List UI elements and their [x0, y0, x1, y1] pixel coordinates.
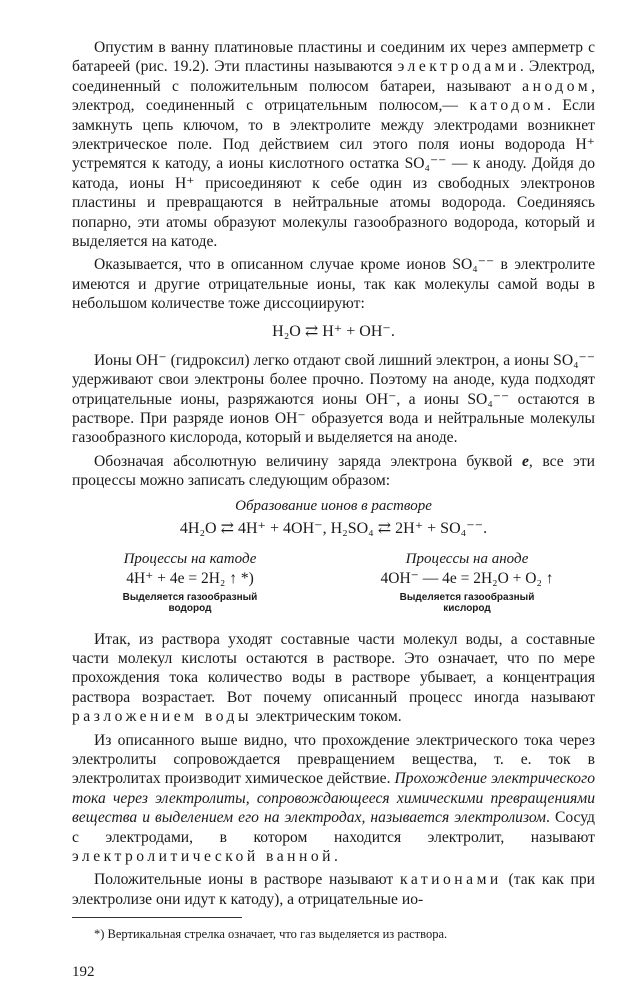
term-anode: анодом — [522, 77, 592, 95]
term-electrodes: электродами — [397, 58, 520, 76]
text-span: , все эти процессы можно записать следующим образом: — [72, 452, 595, 490]
cathode-formula: 4H⁺ + 4e = 2H₂ ↑ *) — [126, 569, 254, 587]
anode-note — [349, 592, 585, 614]
note-line: водород — [168, 602, 212, 614]
paragraph-electrolysis — [72, 731, 595, 867]
term-electrolytic-bath: электролитической ванной — [72, 848, 334, 865]
anode-formula: 4OH⁻ — 4e = 2H₂O + O₂ ↑ — [380, 569, 554, 587]
text-span: Из описанного выше видно, что прохождение электрического тока через электролиты сопровождается превращением вещества, т. е. ток в электролитах производит химическое действие. — [72, 731, 595, 788]
text-span: . — [333, 848, 338, 865]
footnote: *) Вертикальная стрелка означает, что газ выделяется из раствора. — [94, 927, 448, 942]
text-span: Опустим в ванну платиновые пластины и соединим их через амперметр с батареей (рис. 19.2). Эти пластины называются — [72, 39, 595, 76]
term-cathode: катодом — [469, 97, 548, 115]
term-cations: катионами — [399, 871, 502, 889]
paragraph-cations — [72, 870, 595, 909]
page-number: 192 — [72, 964, 95, 981]
text-span: (так как при электролизе они идут к катоду), а отрицательные ио- — [72, 871, 595, 908]
caption-ion-formation: Образование ионов в растворе — [235, 497, 432, 514]
note-line: Выделяется газообразный — [122, 591, 258, 603]
text-span: Положительные ионы в растворе называют — [94, 871, 400, 889]
paragraph-water-dissociation: Оказывается, что в описанном случае кроме ионов SO₄⁻⁻ в электролите имеются и другие отрицательные ионы, так как молекулы самой воды в небольшом количестве тоже диссоциируют: — [72, 256, 595, 313]
text-span: Итак, из раствора уходят составные части молекул воды, а составные части молекул кислоты остаются в растворе. Это означает, что по мере прохождения тока количество воды в растворе убывает, а концентрация раствора возрастает. Вот почему описанный процесс иногда называют — [72, 630, 595, 706]
text-span: , электрод, соединенный с отрицательным полюсом,— — [72, 77, 595, 115]
anode-heading: Процессы на аноде — [405, 550, 529, 567]
cathode-heading: Процессы на катоде — [123, 550, 257, 567]
symbol-e: e — [522, 452, 529, 470]
paragraph-notation — [72, 452, 595, 491]
note-line: Выделяется газообразный — [399, 591, 535, 603]
text-span: Обозначая абсолютную величину заряда электрона буквой — [94, 452, 522, 470]
paragraph-hydroxyl: Ионы OH⁻ (гидроксил) легко отдают свой лишний электрон, а ионы SO₄⁻⁻ удерживают свои электроны более прочно. Поэтому на аноде, куда подходят отрицательные ионы, разряжаются ионы OH⁻, а ионы SO₄⁻⁻ остаются в растворе. При разряде ионов OH⁻ образуется вода и нейтральные молекулы газообразного кислорода, который и выделяется на аноде. — [72, 351, 595, 447]
term-water-decomposition: разложением воды — [72, 708, 252, 726]
equation-ion-formation: 4H₂O ⇄ 4H⁺ + 4OH⁻, H₂SO₄ ⇄ 2H⁺ + SO₄⁻⁻. — [179, 519, 488, 537]
note-line: кислород — [443, 602, 491, 614]
text-span: . Электрод, соединенный с положительным полюсом батареи, называют — [72, 58, 596, 95]
cathode-note — [72, 592, 308, 614]
text-span: электрическим током. — [251, 708, 402, 726]
cathode-processes — [72, 550, 308, 614]
text-span: . Если замкнуть цепь ключом, то в электролите между электродами возникнет электрическое поле. Под действием сил этого поля ионы водорода H⁺ устремятся к катоду, а ионы кислотного остатка SO₄⁻⁻ — к аноду. Дойдя до катода, ионы H⁺ присоединяют к себе один из свободных электронов пластины и превращаются в нейтральные атомы водорода. Соединяясь попарно, эти атомы образуют молекулы газообразного водорода, который и выделяется на катоде. — [72, 97, 595, 251]
text-span: . Сосуд с электродами, в котором находится электролит, называют — [72, 809, 595, 846]
footnote-divider — [72, 917, 242, 918]
anode-processes — [349, 550, 585, 614]
paragraph-decomposition — [72, 630, 595, 727]
processes-block — [72, 550, 585, 614]
definition-electrolysis: Прохождение электрического тока через электролиты, сопровождающееся химическими превращениями вещества и выделением его на электродах, называется электролизом — [72, 770, 595, 827]
equation-water-dissociation: H₂O ⇄ H⁺ + OH⁻. — [272, 322, 395, 340]
paragraph-electrodes — [72, 38, 595, 251]
